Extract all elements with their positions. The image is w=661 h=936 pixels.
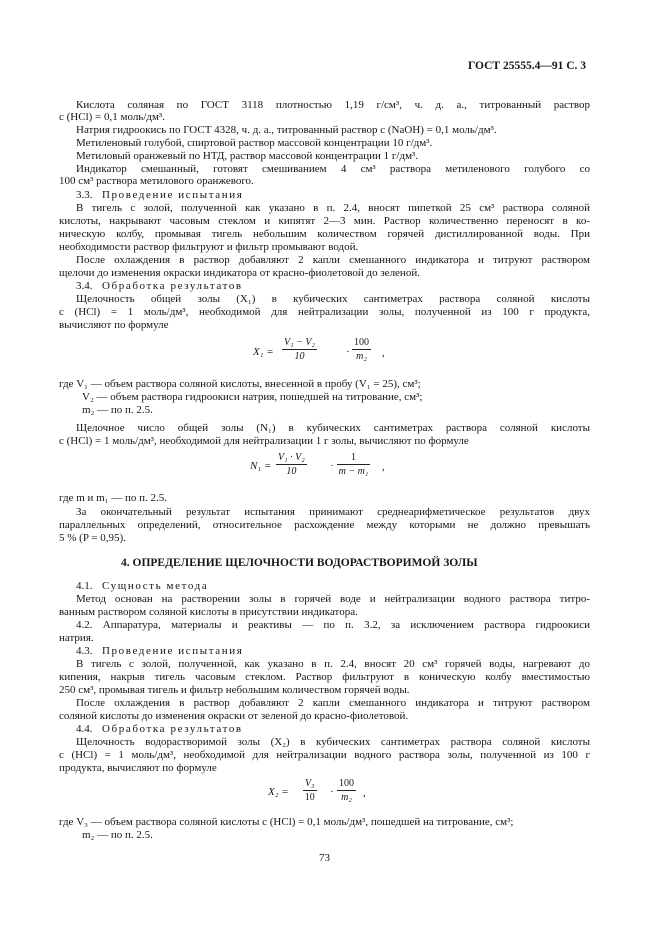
s3-3-p1-line4: необходимости раствор фильтруют и фильтр промывают водой. — [59, 241, 359, 253]
s4-4-p1-line1: Щелочность водорастворимой золы (X₂) в кубических сантиметрах раствора соляной кислоты — [76, 736, 590, 748]
formula-x2-den1: 10 — [304, 792, 315, 803]
formula-n1-end: , — [382, 461, 385, 473]
reagent-methylene-blue: Метиленовый голубой, спиртовой раствор массовой концентрации 10 г/дм³. — [76, 137, 433, 149]
s3-3-p2-line2: щелочи до изменения окраски индикатора от красно-фиолетовой до зеленой. — [59, 267, 420, 279]
formula-x2-num2: 100 — [339, 778, 354, 789]
formula-n1-num2: 1 — [337, 452, 370, 465]
section-3-4-title: Обработка результатов — [102, 280, 243, 292]
formula-x2-end: , — [363, 787, 366, 799]
s4-4-p1-line2: c (HCl) = 1 моль/дм³, необходимой для нейтрализации водного раствора золы, полученной из 100 г — [59, 749, 590, 761]
formula-n1-fraction1 — [276, 452, 307, 477]
formula-x2-num1: V₃ — [305, 778, 315, 789]
s4-1-line2: ванным раствором соляной кислоты в присутствии индикатора. — [59, 606, 358, 618]
reagent-mixed-indicator-line2: 100 см³ раствора метилового оранжевого. — [59, 175, 254, 187]
s3-3-p1-line3: ническую колбу, промывая тигель небольшим количеством горячей дистиллированной воды. При — [59, 228, 590, 240]
section-4-1-number: 4.1. — [76, 580, 93, 592]
formula-x1-den1: 10 — [294, 351, 305, 362]
s4-3-p1-line2: кипения, накрыв тигель часовым стеклом. Раствор фильтруют в коническую колбу вместимостью — [59, 671, 590, 683]
section-4-4-title: Обработка результатов — [102, 723, 243, 735]
formula-x2-den2: m₂ — [341, 792, 352, 803]
section-3-3-number: 3.3. — [76, 189, 93, 201]
formula-x2-dot: · — [330, 786, 334, 798]
formula-x1-lhs: X₁ = — [253, 346, 274, 358]
formula-x1-fraction1 — [282, 337, 317, 362]
reagent-naoh: Натрия гидроокись по ГОСТ 4328, ч. д. а., титрованный раствор c (NaOH) = 0,1 моль/дм³. — [76, 124, 497, 136]
where-m2-2: m₂ — по п. 2.5. — [82, 829, 153, 841]
section-4-3-title: Проведение испытания — [102, 645, 244, 657]
where-v3: где V₃ — объем раствора соляной кислоты c (HCl) = 0,1 моль/дм³, пошедшей на титрование, см³; — [59, 816, 514, 828]
page-header: ГОСТ 25555.4—91 С. 3 — [468, 60, 587, 72]
s4-3-p2-line1: После охлаждения в раствор добавляют 2 капли смешанного индикатора и титруют раствором — [76, 697, 590, 709]
reagent-hcl-line2: c (HCl) = 0,1 моль/дм³. — [59, 111, 165, 123]
section-3-4-number: 3.4. — [76, 280, 93, 292]
formula-n1-lhs: N₁ = — [250, 460, 272, 472]
reagent-hcl-line1: Кислота соляная по ГОСТ 3118 плотностью 1,19 г/см³, ч. д. а., титрованный раствор — [76, 99, 590, 111]
section-4-1-title: Сущность метода — [102, 580, 209, 592]
s4-3-p2-line2: соляной кислоты до изменения окраски от зеленой до красно-фиолетовой. — [59, 710, 409, 722]
s3-4-p1-line1: Щелочность общей золы (X₁) в кубических сантиметрах раствора соляной кислоты — [76, 293, 590, 305]
where-m-m1: где m и m₁ — по п. 2.5. — [59, 492, 168, 504]
formula-n1-num1: V₁ · V₂ — [278, 452, 305, 463]
s4-2-line2: натрия. — [59, 632, 94, 644]
s4-4-p1-line3: продукта, вычисляют по формуле — [59, 762, 217, 774]
formula-x1-end: , — [382, 347, 385, 359]
where-v1: где V₁ — объем раствора соляной кислоты, внесенной в пробу (V₁ = 25), см³; — [59, 378, 421, 390]
formula-x1-num1: V₁ − V₂ — [284, 337, 315, 348]
where-m2: m₂ — по п. 2.5. — [82, 404, 153, 416]
formula-x1-num2: 100 — [354, 337, 369, 348]
formula-n1-den2: m − m₁ — [338, 466, 369, 477]
s3-4-p1-line2: c (HCl) = 1 моль/дм³, необходимой для нейтрализации золы, полученной из 100 г продукта, — [59, 306, 590, 318]
formula-x2-lhs: X₂ = — [268, 786, 289, 798]
reagent-methyl-orange: Метиловый оранжевый по НТД, раствор массовой концентрации 1 г/дм³. — [76, 150, 419, 162]
s3-4-p2-line1: Щелочное число общей золы (N₁) в кубических сантиметрах раствора соляной кислоты — [76, 422, 590, 434]
s3-4-p2-line2: c (HCl) = 1 моль/дм³, необходимой для нейтрализации 1 г золы, вычисляют по формуле — [59, 435, 469, 447]
s4-3-p1-line1: В тигель с золой, полученной, как указано в п. 2.4, вносят 20 см³ горячей воды, нагревают до — [76, 658, 590, 670]
section-3-3-title: Проведение испытания — [102, 189, 244, 201]
formula-x1-dot: · — [346, 346, 350, 358]
formula-n1-fraction2 — [337, 452, 370, 477]
formula-n1-dot: · — [330, 460, 334, 472]
formula-x2-fraction1 — [303, 778, 317, 803]
where-v2: V₂ — объем раствора гидроокиси натрия, пошедшей на титрование, см³; — [82, 391, 423, 403]
formula-x2-fraction2 — [337, 778, 356, 803]
s3-4-p1-line3: вычисляют по формуле — [59, 319, 169, 331]
formula-x1-den2: m₂ — [356, 351, 367, 362]
s3-4-p3-line3: 5 % (P = 0,95). — [59, 532, 126, 544]
s4-3-p1-line3: 250 см³, промывая тигель и фильтр небольшим количеством горячей воды. — [59, 684, 410, 696]
page-number: 73 — [319, 852, 330, 864]
s4-2-line1: 4.2. Аппаратура, материалы и реактивы — по п. 3.2, за исключением раствора гидроокиси — [76, 619, 590, 631]
section-4-heading: 4. ОПРЕДЕЛЕНИЕ ЩЕЛОЧНОСТИ ВОДОРАСТВОРИМОЙ ЗОЛЫ — [121, 557, 478, 569]
s3-4-p3-line1: За окончательный результат испытания принимают среднеарифметическое результатов двух — [76, 506, 590, 518]
s3-3-p1-line2: кислоты, накрывают часовым стеклом и кипятят 2—3 мин. Раствор количественно переносят в ко- — [59, 215, 590, 227]
s3-4-p3-line2: параллельных определений, относительное расхождение между которыми не должно превышать — [59, 519, 590, 531]
section-4-4-number: 4.4. — [76, 723, 93, 735]
formula-n1-den1: 10 — [286, 466, 297, 477]
s3-3-p1-line1: В тигель с золой, полученной как указано в п. 2.4, вносят пипеткой 25 см³ раствора соляной — [76, 202, 590, 214]
s3-3-p2-line1: После охлаждения в раствор добавляют 2 капли смешанного индикатора и титруют раствором — [76, 254, 590, 266]
s4-1-line1: Метод основан на растворении золы в горячей воде и нейтрализации водного раствора титро- — [76, 593, 590, 605]
reagent-mixed-indicator-line1: Индикатор смешанный, готовят смешиванием 4 см³ раствора метиленового голубого со — [76, 163, 590, 175]
section-4-3-number: 4.3. — [76, 645, 93, 657]
formula-x1-fraction2 — [352, 337, 371, 362]
